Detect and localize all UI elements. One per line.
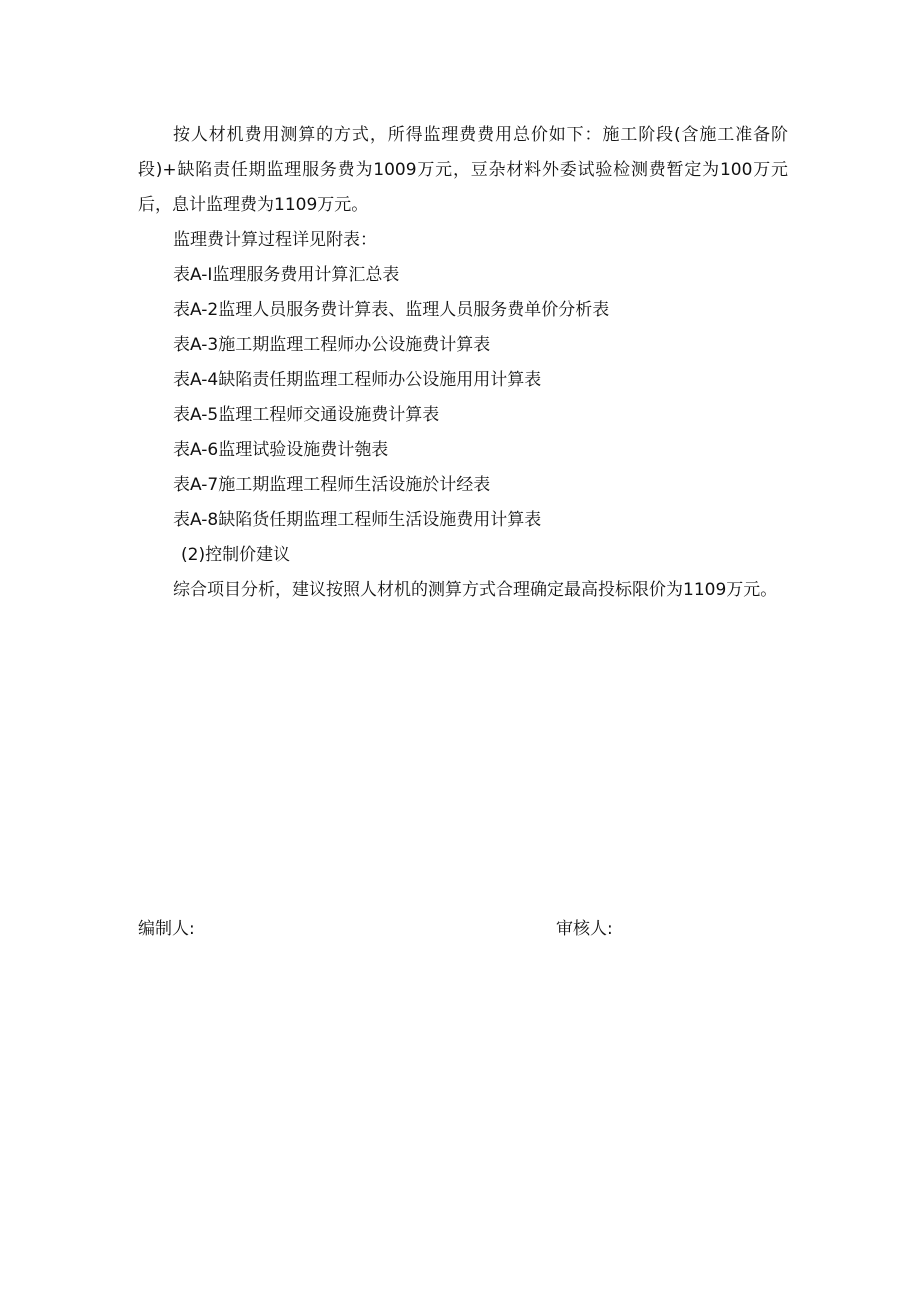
appendix-table-item: 表A-3施工期监理工程师办公设施费计算表 — [173, 335, 491, 355]
signature-row — [0, 912, 920, 952]
recommendation-paragraph: 综合项目分析，建议按照人材机的测算方式合理确定最高投标限价为1109万元。 — [173, 580, 778, 600]
summary-paragraph: 按人材机费用测算的方式，所得监理费费用总价如下：施工阶段(含施工准备阶段)+缺陷责任期监理服务费为1009万元，豆杂材料外委试验检测费暂定为100万元后，息计监理费为1109万元。 — [138, 125, 788, 215]
reviewer-label: 审核人: — [556, 919, 613, 939]
appendix-table-item: 表A-2监理人员服务费计算表、监理人员服务费单价分析表 — [173, 300, 610, 320]
appendix-table-item: 表A-8缺陷货任期监理工程师生活设施费用计算表 — [173, 510, 542, 530]
appendix-table-item: 表A-I监理服务费用计算汇总表 — [173, 265, 400, 285]
calc-intro-line: 监理费计算过程详见附表： — [173, 230, 377, 250]
appendix-table-item: 表A-7施工期监理工程师生活设施於计经表 — [173, 475, 491, 495]
appendix-table-item: 表A-6监理试验设施费计匏表 — [173, 440, 389, 460]
appendix-table-item: 表A-5监理工程师交通设施费计算表 — [173, 405, 440, 425]
section-heading: (2)控制价建议 — [181, 545, 291, 565]
appendix-table-item: 表A-4缺陷责任期监理工程师办公设施用用计算表 — [173, 370, 542, 390]
appendix-table-list — [138, 258, 788, 538]
document-body — [138, 118, 788, 608]
preparer-label: 编制人: — [138, 919, 195, 939]
